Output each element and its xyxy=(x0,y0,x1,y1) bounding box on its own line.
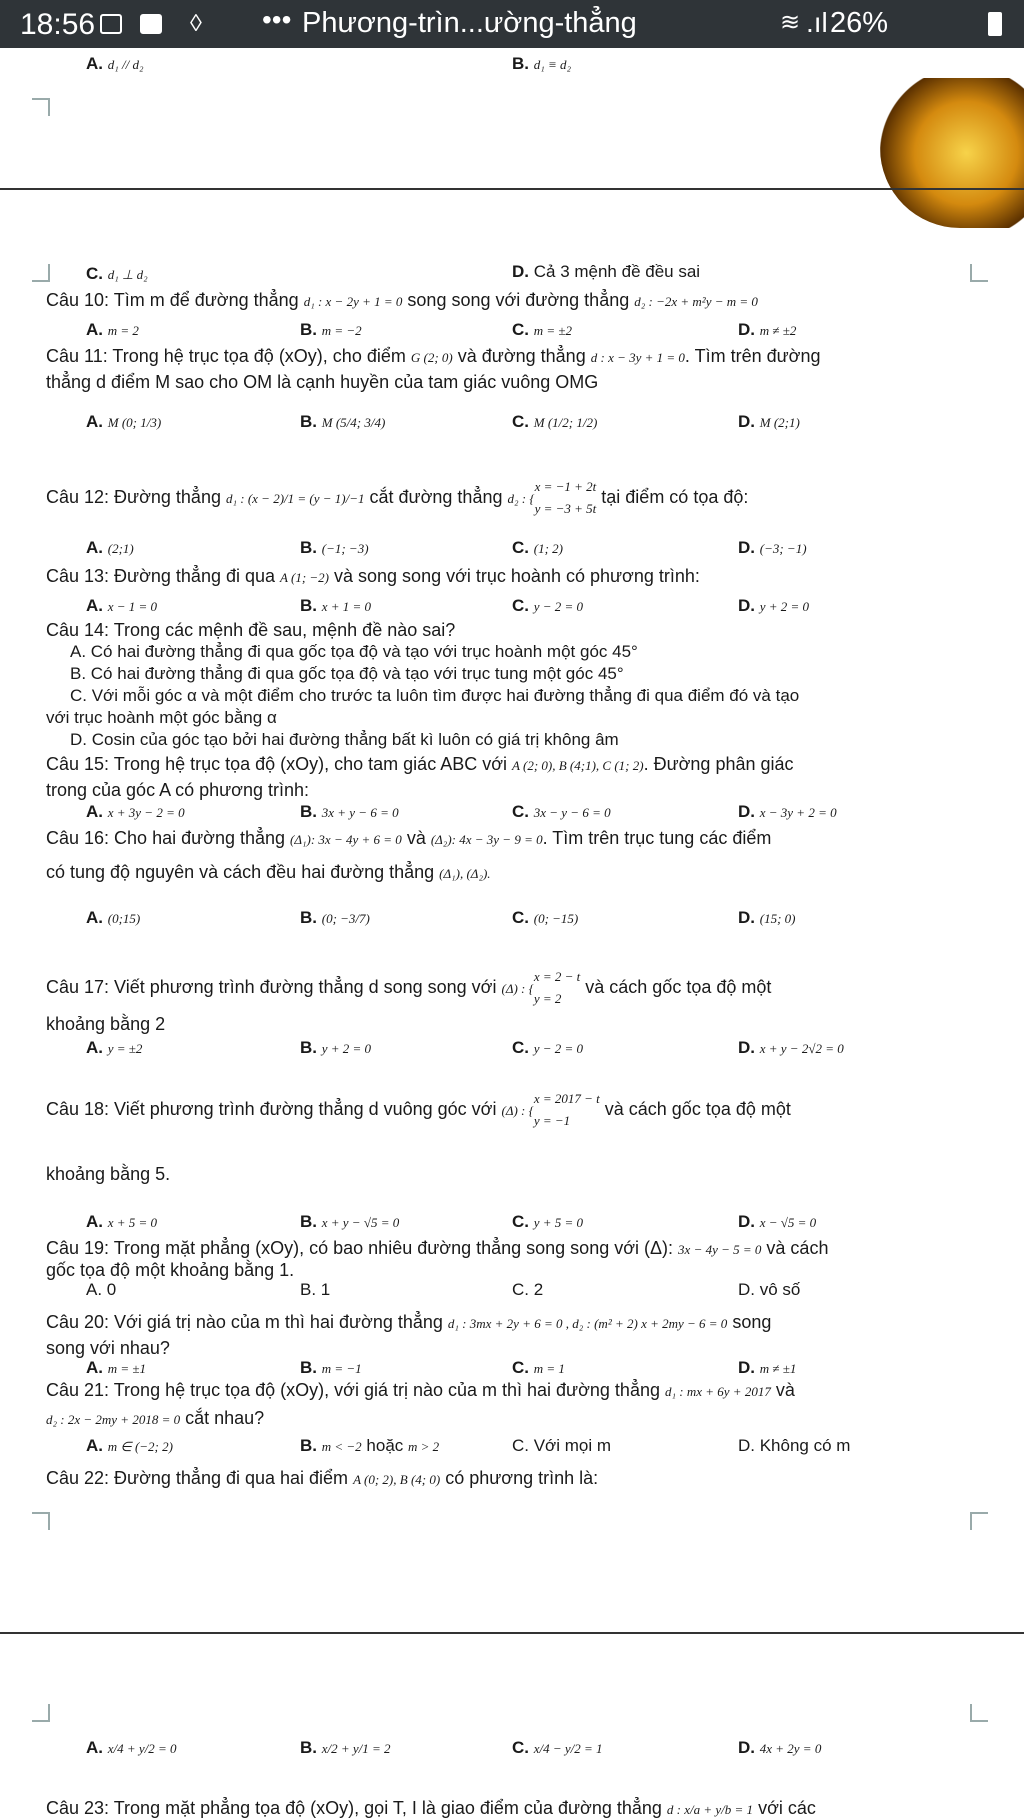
answer-option xyxy=(300,1436,439,1456)
text: A. xyxy=(86,596,103,615)
question-14 xyxy=(46,620,455,641)
math-expression: (Δ) : { xyxy=(501,1102,534,1118)
text: có phương trình là: xyxy=(445,1468,599,1488)
math-expression: x + 3y − 2 = 0 xyxy=(107,805,185,820)
answer-option xyxy=(300,1280,330,1300)
math-expression: (Δ₂): 4x − 3y − 9 = 0 xyxy=(430,832,543,847)
text: B. xyxy=(300,1738,317,1757)
answer-option xyxy=(512,1280,543,1300)
text: Câu 20: Với giá trị nào của m thì hai đường thẳng xyxy=(46,1312,443,1332)
math-expression: y + 2 = 0 xyxy=(759,599,810,614)
math-expression: d₁ : mx + 6y + 2017 xyxy=(665,1384,771,1399)
answer-option xyxy=(738,908,795,928)
answer-option xyxy=(86,412,161,432)
math-expression: (Δ) : { xyxy=(501,980,534,996)
math-expression xyxy=(535,476,597,520)
math-expression: M (1/2; 1/2) xyxy=(533,415,598,430)
battery-percent: 26% xyxy=(830,7,889,39)
text: B. xyxy=(300,320,317,339)
text: . Tìm trên trục tung các điểm xyxy=(542,828,772,848)
text: Câu 10: Tìm m để đường thẳng xyxy=(46,290,299,310)
text: D. Cosin của góc tạo bởi hai đường thẳng bất kì luôn có giá trị không âm xyxy=(70,730,619,749)
answer-option xyxy=(300,802,399,822)
math-expression: d₂ : { xyxy=(507,490,535,506)
text: trong của góc A có phương trình: xyxy=(46,780,310,800)
text: y = −1 xyxy=(533,1113,571,1128)
text: D. xyxy=(738,538,755,557)
text: có tung độ nguyên và cách đều hai đường thẳng xyxy=(46,862,435,882)
text: . Đường phân giác xyxy=(643,754,794,774)
more-dots: ••• xyxy=(262,4,292,35)
math-expression: d₂ : −2x + m²y − m = 0 xyxy=(634,294,758,309)
text: và cách xyxy=(766,1238,829,1258)
text: khoảng bằng 5. xyxy=(46,1164,171,1184)
math-expression: (−3; −1) xyxy=(759,541,807,556)
math-expression: (1; 2) xyxy=(533,541,563,556)
question-13 xyxy=(46,566,700,587)
math-expression: d₂ : 2x − 2my + 2018 = 0 xyxy=(46,1412,181,1427)
text: A. xyxy=(86,802,103,821)
math-expression: m = ±2 xyxy=(533,323,573,338)
page-corner xyxy=(32,264,50,282)
text: D. xyxy=(738,908,755,927)
text: A. xyxy=(86,54,103,73)
math-expression: d₁ ⊥ d₂ xyxy=(107,267,148,282)
wifi-icon: ≋ xyxy=(780,9,801,36)
answer-option xyxy=(86,1038,142,1058)
text: A. xyxy=(86,1358,103,1377)
text: A. xyxy=(86,320,103,339)
text: thẳng d điểm M sao cho OM là cạnh huyền của tam giác vuông OMG xyxy=(46,372,599,392)
math-expression: m = −1 xyxy=(321,1361,362,1376)
math-expression: m ∈ (−2; 2) xyxy=(107,1439,173,1454)
question-21 xyxy=(46,1380,795,1401)
text: hoặc xyxy=(366,1436,404,1455)
page-corner xyxy=(32,1512,50,1530)
file-title: Phương-trìn...ường-thẳng xyxy=(302,7,637,39)
answer-option xyxy=(86,1436,173,1456)
math-expression: x − √5 = 0 xyxy=(759,1215,817,1230)
math-expression: x/2 + y/1 = 2 xyxy=(321,1741,391,1756)
text: gốc tọa độ một khoảng bằng 1. xyxy=(46,1260,295,1280)
math-expression: m < −2 xyxy=(321,1439,362,1454)
answer-option xyxy=(512,1436,611,1456)
text xyxy=(46,372,598,393)
text xyxy=(70,686,799,706)
text: A. 0 xyxy=(86,1280,117,1299)
text: A. xyxy=(86,908,103,927)
answer-option xyxy=(300,1738,391,1758)
page-divider xyxy=(0,1632,1024,1634)
location-icon: ◊ xyxy=(190,10,202,37)
math-expression: G (2; 0) xyxy=(410,350,453,365)
math-expression: (15; 0) xyxy=(759,911,796,926)
math-expression: m ≠ ±2 xyxy=(759,323,797,338)
question-11 xyxy=(46,346,821,367)
math-expression: y − 2 = 0 xyxy=(533,1041,584,1056)
math-expression: (0; −3/7) xyxy=(321,911,370,926)
text: C. 2 xyxy=(512,1280,544,1299)
gallery-icon xyxy=(100,14,122,34)
answer-option xyxy=(512,1358,565,1378)
text: D. vô số xyxy=(738,1280,801,1299)
page-corner xyxy=(970,264,988,282)
text: A. Có hai đường thẳng đi qua gốc tọa độ và tạo với trục hoành một góc 45° xyxy=(70,642,638,661)
math-expression: d : x − 3y + 1 = 0 xyxy=(590,350,685,365)
question-17 xyxy=(46,966,771,1010)
answer-option xyxy=(512,412,597,432)
text xyxy=(46,1408,264,1429)
text: B. xyxy=(300,908,317,927)
answer-option xyxy=(86,802,185,822)
answer-option xyxy=(86,1212,157,1232)
answer-option xyxy=(300,908,370,928)
youtube-icon xyxy=(140,14,162,34)
question-20 xyxy=(46,1312,771,1333)
text: D. xyxy=(738,596,755,615)
option-b xyxy=(512,54,571,74)
math-expression: M (5/4; 3/4) xyxy=(321,415,386,430)
answer-option xyxy=(738,802,837,822)
math-expression: (2;1) xyxy=(107,541,134,556)
text: C. xyxy=(512,596,529,615)
math-expression: 3x − 4y − 5 = 0 xyxy=(678,1242,762,1257)
answer-option xyxy=(86,538,134,558)
text: Câu 14: Trong các mệnh đề sau, mệnh đề nào sai? xyxy=(46,620,456,640)
answer-option xyxy=(300,1038,371,1058)
page-corner xyxy=(970,1512,988,1530)
math-expression: y = ±2 xyxy=(107,1041,143,1056)
text: D. xyxy=(738,1358,755,1377)
text: C. xyxy=(512,1038,529,1057)
math-expression: x + y − √5 = 0 xyxy=(321,1215,400,1230)
question-16 xyxy=(46,828,771,849)
text xyxy=(46,1338,170,1359)
answer-option xyxy=(300,538,369,558)
text: D. xyxy=(738,320,755,339)
math-expression: m = 2 xyxy=(107,323,139,338)
math-expression: d₁ : x − 2y + 1 = 0 xyxy=(303,294,403,309)
answer-option xyxy=(738,1358,796,1378)
answer-option xyxy=(512,538,563,558)
text: B. 1 xyxy=(300,1280,331,1299)
math-expression: 3x − y − 6 = 0 xyxy=(533,805,611,820)
math-expression: m = −2 xyxy=(321,323,362,338)
math-expression: m = ±1 xyxy=(107,1361,147,1376)
text: A. xyxy=(86,1436,103,1455)
text: A. xyxy=(86,1038,103,1057)
answer-option xyxy=(300,320,362,340)
text xyxy=(46,1260,294,1281)
document[interactable] xyxy=(0,48,1024,1820)
text: C. Với mọi m xyxy=(512,1436,611,1455)
answer-option xyxy=(86,1280,116,1300)
option-d xyxy=(512,262,700,282)
text: C. xyxy=(86,264,103,283)
text: tại điểm có tọa độ: xyxy=(601,486,749,507)
text: C. xyxy=(512,1212,529,1231)
text: C. xyxy=(512,908,529,927)
text: Câu 21: Trong hệ trục tọa độ (xOy), với giá trị nào của m thì hai đường thẳng xyxy=(46,1380,660,1400)
signal-icon: .ıl xyxy=(806,7,828,38)
question-22 xyxy=(46,1468,598,1489)
math-expression: A (2; 0), B (4;1), C (1; 2) xyxy=(512,758,644,773)
answer-option xyxy=(512,1212,583,1232)
text: Câu 13: Đường thẳng đi qua xyxy=(46,566,276,586)
answer-option xyxy=(86,596,157,616)
text: với các xyxy=(758,1798,816,1818)
text: và đường thẳng xyxy=(457,346,586,366)
math-expression: y + 5 = 0 xyxy=(533,1215,584,1230)
text xyxy=(46,780,309,801)
answer-option xyxy=(738,538,807,558)
text: Câu 18: Viết phương trình đường thẳng d vuông góc với xyxy=(46,1098,497,1119)
text: C. xyxy=(512,802,529,821)
answer-option xyxy=(300,1212,399,1232)
math-expression: x − 3y + 2 = 0 xyxy=(759,805,837,820)
text: B. xyxy=(512,54,529,73)
battery-icon xyxy=(988,12,1002,36)
answer-option xyxy=(300,412,385,432)
text: Câu 16: Cho hai đường thẳng xyxy=(46,828,286,848)
text: Câu 12: Đường thẳng xyxy=(46,486,221,507)
answer-option xyxy=(86,908,140,928)
text: Câu 22: Đường thẳng đi qua hai điểm xyxy=(46,1468,349,1488)
answer-option xyxy=(300,596,371,616)
option-c xyxy=(86,264,148,284)
answer-option xyxy=(738,596,809,616)
text: và xyxy=(775,1380,795,1400)
answer-option xyxy=(86,1358,146,1378)
math-expression: m > 2 xyxy=(408,1439,440,1454)
math-expression: x/4 − y/2 = 1 xyxy=(533,1741,603,1756)
text: song với nhau? xyxy=(46,1338,170,1358)
text: song xyxy=(732,1312,772,1332)
text: B. xyxy=(300,1358,317,1377)
question-12 xyxy=(46,476,748,520)
ad-banner-image[interactable] xyxy=(880,78,1024,228)
text: cắt nhau? xyxy=(185,1408,265,1428)
text: Câu 17: Viết phương trình đường thẳng d song song với xyxy=(46,976,497,997)
math-expression: (0;15) xyxy=(107,911,141,926)
math-expression xyxy=(534,1088,600,1132)
text: C. xyxy=(512,412,529,431)
math-expression: M (0; 1/3) xyxy=(107,415,162,430)
question-18 xyxy=(46,1088,791,1132)
text: và xyxy=(406,828,426,848)
math-expression: d₁ : 3mx + 2y + 6 = 0 , d₂ : (m² + 2) x + 2my − 6 = 0 xyxy=(447,1316,728,1331)
text: B. xyxy=(300,538,317,557)
text: D. xyxy=(738,1738,755,1757)
clock: 18:56 xyxy=(20,8,96,41)
text: và song song với trục hoành có phương trình: xyxy=(334,566,700,586)
answer-option xyxy=(86,320,139,340)
text: C. Với mỗi góc α và một điểm cho trước ta luôn tìm được hai đường thẳng đi qua điểm đó và tạo xyxy=(70,686,800,705)
text: x = −1 + 2t xyxy=(534,479,597,494)
text: D. Không có m xyxy=(738,1436,851,1455)
question-19 xyxy=(46,1238,828,1259)
page-corner xyxy=(970,1704,988,1722)
answer-option xyxy=(86,1738,177,1758)
text xyxy=(70,642,638,662)
text: khoảng bằng 2 xyxy=(46,1014,166,1034)
math-expression: 4x + 2y = 0 xyxy=(759,1741,822,1756)
answer-option xyxy=(512,320,572,340)
answer-option xyxy=(738,1738,821,1758)
math-expression: (0; −15) xyxy=(533,911,579,926)
text: và cách gốc tọa độ một xyxy=(585,976,772,997)
math-expression: (−1; −3) xyxy=(321,541,369,556)
text: B. Có hai đường thẳng đi qua gốc tọa độ và tạo với trục tung một góc 45° xyxy=(70,664,624,683)
answer-option xyxy=(512,1738,603,1758)
page-corner xyxy=(32,1704,50,1722)
math-expression: d₁ // d₂ xyxy=(107,57,144,72)
math-expression: x/4 + y/2 = 0 xyxy=(107,1741,177,1756)
math-expression: x + 1 = 0 xyxy=(321,599,372,614)
math-expression: m = 1 xyxy=(533,1361,565,1376)
text: Câu 23: Trong mặt phẳng tọa độ (xOy), gọi T, I là giao điểm của đường thẳng xyxy=(46,1798,662,1818)
text xyxy=(70,730,619,750)
option-a xyxy=(86,54,144,74)
answer-option xyxy=(738,412,800,432)
status-bar xyxy=(0,0,1024,48)
text: x = 2 − t xyxy=(533,969,581,984)
text: Câu 15: Trong hệ trục tọa độ (xOy), cho tam giác ABC với xyxy=(46,754,508,774)
answer-option xyxy=(512,908,578,928)
text: và cách gốc tọa độ một xyxy=(604,1098,791,1119)
text: A. xyxy=(86,412,103,431)
text: A. xyxy=(86,1738,103,1757)
text xyxy=(46,1164,170,1185)
math-expression: (Δ₁), (Δ₂). xyxy=(439,866,491,881)
math-expression: x + y − 2√2 = 0 xyxy=(759,1041,844,1056)
text: C. xyxy=(512,538,529,557)
text: D. xyxy=(738,412,755,431)
question-15 xyxy=(46,754,794,775)
text: cắt đường thẳng xyxy=(369,486,503,507)
math-expression: A (0; 2), B (4; 0) xyxy=(353,1472,441,1487)
text: B. xyxy=(300,1436,317,1455)
answer-option xyxy=(738,320,796,340)
text: Câu 11: Trong hệ trục tọa độ (xOy), cho điểm xyxy=(46,346,406,366)
math-expression: d : x/a + y/b = 1 xyxy=(666,1802,754,1817)
question-10 xyxy=(46,290,758,311)
text: B. xyxy=(300,1038,317,1057)
answer-option xyxy=(512,802,611,822)
text: A. xyxy=(86,538,103,557)
math-expression: y − 2 = 0 xyxy=(533,599,584,614)
answer-option xyxy=(512,596,583,616)
answer-option xyxy=(738,1436,850,1456)
text: D. xyxy=(512,262,529,281)
text: D. xyxy=(738,1038,755,1057)
text: A. xyxy=(86,1212,103,1231)
math-expression: 3x + y − 6 = 0 xyxy=(321,805,399,820)
text: B. xyxy=(300,596,317,615)
math-expression: m ≠ ±1 xyxy=(759,1361,797,1376)
text xyxy=(46,862,491,883)
answer-option xyxy=(738,1038,844,1058)
text: B. xyxy=(300,1212,317,1231)
answer-option xyxy=(300,1358,362,1378)
text: D. xyxy=(738,1212,755,1231)
math-expression: x − 1 = 0 xyxy=(107,599,158,614)
math-expression xyxy=(534,966,580,1010)
text: Câu 19: Trong mặt phẳng (xOy), có bao nhiêu đường thẳng song song với (Δ): xyxy=(46,1238,674,1258)
answer-option xyxy=(738,1212,816,1232)
page-divider xyxy=(0,188,1024,190)
text xyxy=(46,708,277,728)
math-expression: (Δ₁): 3x − 4y + 6 = 0 xyxy=(290,832,402,847)
text: B. xyxy=(300,802,317,821)
text: Cả 3 mệnh đề đều sai xyxy=(533,262,701,281)
text: C. xyxy=(512,1358,529,1377)
text: x = 2017 − t xyxy=(533,1091,600,1106)
answer-option xyxy=(738,1280,800,1300)
math-expression: d₁ ≡ d₂ xyxy=(533,57,572,72)
math-expression: x + 5 = 0 xyxy=(107,1215,158,1230)
text: y = −3 + 5t xyxy=(534,501,597,516)
text: với trục hoành một góc bằng α xyxy=(46,708,277,727)
math-expression: M (2;1) xyxy=(759,415,800,430)
text xyxy=(70,664,624,684)
text: . Tìm trên đường xyxy=(684,346,821,366)
math-expression: d₁ : (x − 2)/1 = (y − 1)/−1 xyxy=(225,490,365,506)
page-corner xyxy=(32,98,50,116)
question-23 xyxy=(46,1798,816,1819)
text: D. xyxy=(738,802,755,821)
math-expression: y + 2 = 0 xyxy=(321,1041,372,1056)
answer-option xyxy=(512,1038,583,1058)
text xyxy=(46,1014,165,1035)
text: B. xyxy=(300,412,317,431)
text: song song với đường thẳng xyxy=(407,290,630,310)
text: C. xyxy=(512,1738,529,1757)
text: C. xyxy=(512,320,529,339)
text: y = 2 xyxy=(533,991,562,1006)
math-expression: A (1; −2) xyxy=(280,570,329,585)
